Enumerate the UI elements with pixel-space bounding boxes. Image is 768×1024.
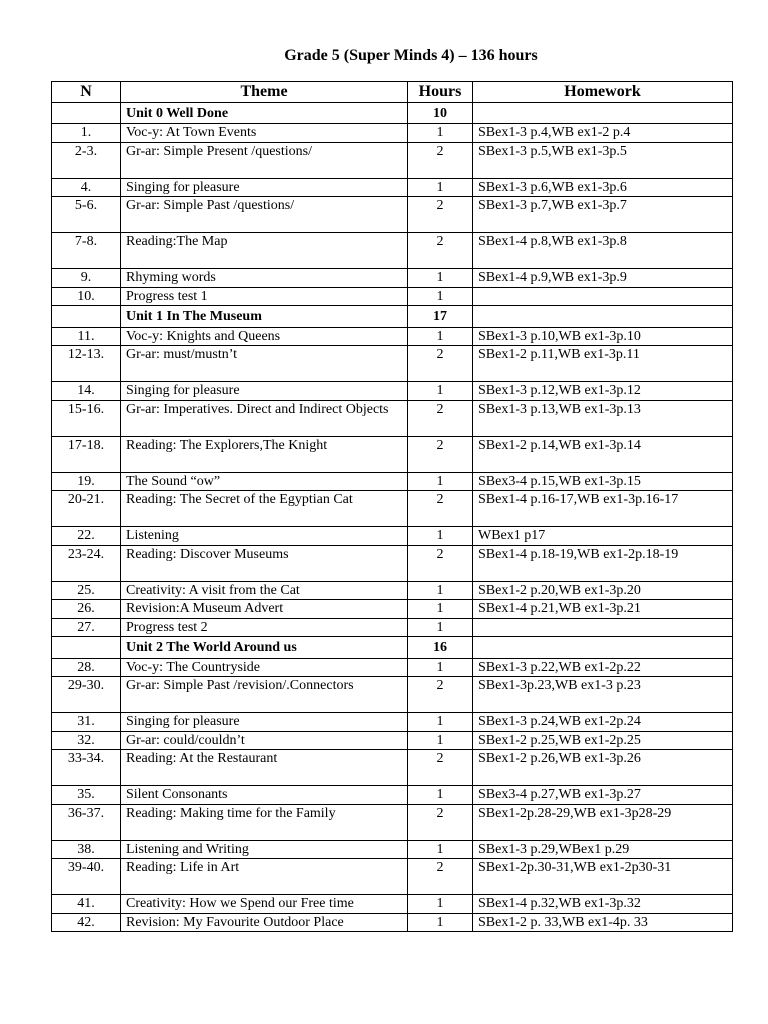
homework-cell: SBex1-4 p.8,WB ex1-3p.8 [473, 233, 733, 269]
lesson-number-cell: 38. [52, 840, 121, 859]
unit-header-row [52, 637, 733, 659]
homework-cell: SBex1-2p.28-29,WB ex1-3p28-29 [473, 804, 733, 840]
table-row [52, 472, 733, 491]
unit-header-row [52, 306, 733, 328]
homework-cell: SBex3-4 p.27,WB ex1-3p.27 [473, 786, 733, 805]
table-row [52, 382, 733, 401]
table-row [52, 750, 733, 786]
lesson-number-cell: 23-24. [52, 545, 121, 581]
hours-cell: 2 [408, 197, 473, 233]
theme-cell: Singing for pleasure [121, 382, 408, 401]
unit-title-cell: Unit 2 The World Around us [121, 637, 408, 659]
lesson-plan-table [51, 81, 733, 932]
table-row [52, 618, 733, 637]
theme-cell: Singing for pleasure [121, 713, 408, 732]
homework-cell: SBex1-3 p.6,WB ex1-3p.6 [473, 178, 733, 197]
hours-cell: 1 [408, 178, 473, 197]
homework-cell: SBex1-4 p.16-17,WB ex1-3p.16-17 [473, 491, 733, 527]
theme-cell: Gr-ar: could/couldn’t [121, 731, 408, 750]
lesson-number-cell: 32. [52, 731, 121, 750]
theme-cell: Voc-y: Knights and Queens [121, 327, 408, 346]
hours-cell: 1 [408, 713, 473, 732]
table-row [52, 346, 733, 382]
theme-cell: Singing for pleasure [121, 178, 408, 197]
lesson-number-cell: 15-16. [52, 400, 121, 436]
hours-cell: 16 [408, 637, 473, 659]
table-row [52, 287, 733, 306]
table-row [52, 142, 733, 178]
lesson-number-cell: 27. [52, 618, 121, 637]
unit-header-row [52, 102, 733, 124]
lesson-number-cell: 25. [52, 581, 121, 600]
theme-cell: Reading: The Explorers,The Knight [121, 436, 408, 472]
theme-cell: Revision: My Favourite Outdoor Place [121, 913, 408, 932]
theme-cell: Gr-ar: Simple Past /questions/ [121, 197, 408, 233]
header-theme: Theme [121, 82, 408, 103]
lesson-number-cell: 22. [52, 527, 121, 546]
table-row [52, 804, 733, 840]
table-body [52, 102, 733, 932]
lesson-number-cell: 35. [52, 786, 121, 805]
homework-cell: SBex1-2p.30-31,WB ex1-2p30-31 [473, 859, 733, 895]
document-title: Grade 5 (Super Minds 4) – 136 hours [284, 47, 538, 64]
theme-cell: Voc-y: At Town Events [121, 124, 408, 143]
homework-cell: WBex1 p17 [473, 527, 733, 546]
hours-cell: 2 [408, 346, 473, 382]
hours-cell: 1 [408, 895, 473, 914]
unit-title-cell: Unit 0 Well Done [121, 102, 408, 124]
hours-cell: 2 [408, 677, 473, 713]
homework-cell: SBex1-3 p.12,WB ex1-3p.12 [473, 382, 733, 401]
table-row [52, 913, 733, 932]
hours-cell: 2 [408, 804, 473, 840]
table-row [52, 124, 733, 143]
lesson-number-cell: 31. [52, 713, 121, 732]
table-row [52, 840, 733, 859]
table-row [52, 400, 733, 436]
table-row [52, 269, 733, 288]
table-row [52, 327, 733, 346]
hours-cell: 2 [408, 750, 473, 786]
theme-cell: Creativity: A visit from the Cat [121, 581, 408, 600]
theme-cell: Progress test 2 [121, 618, 408, 637]
hours-cell: 2 [408, 142, 473, 178]
homework-cell [473, 306, 733, 328]
hours-cell: 10 [408, 102, 473, 124]
homework-cell: SBex1-3 p.4,WB ex1-2 p.4 [473, 124, 733, 143]
homework-cell: SBex1-2 p.14,WB ex1-3p.14 [473, 436, 733, 472]
lesson-number-cell: 19. [52, 472, 121, 491]
table-row [52, 895, 733, 914]
theme-cell: Gr-ar: Simple Past /revision/.Connectors [121, 677, 408, 713]
lesson-number-cell: 26. [52, 600, 121, 619]
hours-cell: 1 [408, 786, 473, 805]
theme-cell: Creativity: How we Spend our Free time [121, 895, 408, 914]
table-row [52, 545, 733, 581]
theme-cell: Progress test 1 [121, 287, 408, 306]
table-row [52, 197, 733, 233]
hours-cell: 2 [408, 491, 473, 527]
lesson-number-cell: 20-21. [52, 491, 121, 527]
homework-cell: SBex1-3 p.22,WB ex1-2p.22 [473, 658, 733, 677]
hours-cell: 1 [408, 472, 473, 491]
lesson-number-cell: 1. [52, 124, 121, 143]
homework-cell: SBex1-3 p.5,WB ex1-3p.5 [473, 142, 733, 178]
homework-cell: SBex1-4 p.18-19,WB ex1-2p.18-19 [473, 545, 733, 581]
table-row [52, 233, 733, 269]
theme-cell: Gr-ar: Imperatives. Direct and Indirect Objects [121, 400, 408, 436]
theme-cell: Reading: Making time for the Family [121, 804, 408, 840]
hours-cell: 1 [408, 618, 473, 637]
table-row [52, 658, 733, 677]
hours-cell: 2 [408, 400, 473, 436]
homework-cell: SBex1-4 p.32,WB ex1-3p.32 [473, 895, 733, 914]
unit-title-cell: Unit 1 In The Museum [121, 306, 408, 328]
homework-cell [473, 637, 733, 659]
lesson-number-cell: 10. [52, 287, 121, 306]
homework-cell: SBex3-4 p.15,WB ex1-3p.15 [473, 472, 733, 491]
homework-cell: SBex1-2 p.20,WB ex1-3p.20 [473, 581, 733, 600]
lesson-number-cell: 33-34. [52, 750, 121, 786]
hours-cell: 1 [408, 840, 473, 859]
table-row [52, 527, 733, 546]
theme-cell: Silent Consonants [121, 786, 408, 805]
header-row [52, 82, 733, 103]
theme-cell: Gr-ar: must/mustn’t [121, 346, 408, 382]
lesson-number-cell: 14. [52, 382, 121, 401]
hours-cell: 2 [408, 233, 473, 269]
hours-cell: 2 [408, 859, 473, 895]
homework-cell: SBex1-3 p.29,WBex1 p.29 [473, 840, 733, 859]
homework-cell: SBex1-3 p.10,WB ex1-3p.10 [473, 327, 733, 346]
lesson-number-cell [52, 102, 121, 124]
table-row [52, 178, 733, 197]
hours-cell: 1 [408, 269, 473, 288]
homework-cell: SBex1-3 p.7,WB ex1-3p.7 [473, 197, 733, 233]
lesson-number-cell [52, 637, 121, 659]
table-row [52, 713, 733, 732]
homework-cell: SBex1-2 p.25,WB ex1-2p.25 [473, 731, 733, 750]
theme-cell: Reading: The Secret of the Egyptian Cat [121, 491, 408, 527]
lesson-number-cell: 2-3. [52, 142, 121, 178]
homework-cell: SBex1-4 p.21,WB ex1-3p.21 [473, 600, 733, 619]
hours-cell: 1 [408, 327, 473, 346]
table-row [52, 600, 733, 619]
table-row [52, 731, 733, 750]
lesson-number-cell: 39-40. [52, 859, 121, 895]
lesson-number-cell: 9. [52, 269, 121, 288]
hours-cell: 1 [408, 124, 473, 143]
hours-cell: 1 [408, 287, 473, 306]
homework-cell: SBex1-3 p.13,WB ex1-3p.13 [473, 400, 733, 436]
theme-cell: Reading:The Map [121, 233, 408, 269]
theme-cell: Listening [121, 527, 408, 546]
header-n: N [52, 82, 121, 103]
hours-cell: 1 [408, 731, 473, 750]
lesson-number-cell: 28. [52, 658, 121, 677]
table-row [52, 581, 733, 600]
theme-cell: Listening and Writing [121, 840, 408, 859]
theme-cell: Gr-ar: Simple Present /questions/ [121, 142, 408, 178]
lesson-number-cell: 11. [52, 327, 121, 346]
homework-cell: SBex1-3 p.24,WB ex1-2p.24 [473, 713, 733, 732]
header-homework: Homework [473, 82, 733, 103]
lesson-number-cell: 41. [52, 895, 121, 914]
theme-cell: Reading: Life in Art [121, 859, 408, 895]
hours-cell: 2 [408, 436, 473, 472]
homework-cell [473, 102, 733, 124]
table-row [52, 677, 733, 713]
hours-cell: 1 [408, 658, 473, 677]
homework-cell [473, 618, 733, 637]
hours-cell: 1 [408, 913, 473, 932]
header-hours: Hours [408, 82, 473, 103]
lesson-number-cell: 17-18. [52, 436, 121, 472]
table-row [52, 491, 733, 527]
homework-cell: SBex1-3p.23,WB ex1-3 p.23 [473, 677, 733, 713]
lesson-number-cell: 12-13. [52, 346, 121, 382]
hours-cell: 1 [408, 581, 473, 600]
hours-cell: 1 [408, 527, 473, 546]
homework-cell: SBex1-2 p.11,WB ex1-3p.11 [473, 346, 733, 382]
lesson-number-cell: 29-30. [52, 677, 121, 713]
theme-cell: Rhyming words [121, 269, 408, 288]
homework-cell: SBex1-2 p. 33,WB ex1-4p. 33 [473, 913, 733, 932]
lesson-number-cell: 36-37. [52, 804, 121, 840]
homework-cell: SBex1-4 p.9,WB ex1-3p.9 [473, 269, 733, 288]
homework-cell [473, 287, 733, 306]
theme-cell: Voc-y: The Countryside [121, 658, 408, 677]
hours-cell: 1 [408, 382, 473, 401]
lesson-number-cell: 5-6. [52, 197, 121, 233]
hours-cell: 17 [408, 306, 473, 328]
hours-cell: 1 [408, 600, 473, 619]
theme-cell: Revision:A Museum Advert [121, 600, 408, 619]
lesson-number-cell: 4. [52, 178, 121, 197]
theme-cell: The Sound “ow” [121, 472, 408, 491]
theme-cell: Reading: Discover Museums [121, 545, 408, 581]
theme-cell: Reading: At the Restaurant [121, 750, 408, 786]
homework-cell: SBex1-2 p.26,WB ex1-3p.26 [473, 750, 733, 786]
table-row [52, 786, 733, 805]
table-row [52, 859, 733, 895]
lesson-number-cell [52, 306, 121, 328]
lesson-number-cell: 7-8. [52, 233, 121, 269]
lesson-number-cell: 42. [52, 913, 121, 932]
table-row [52, 436, 733, 472]
hours-cell: 2 [408, 545, 473, 581]
